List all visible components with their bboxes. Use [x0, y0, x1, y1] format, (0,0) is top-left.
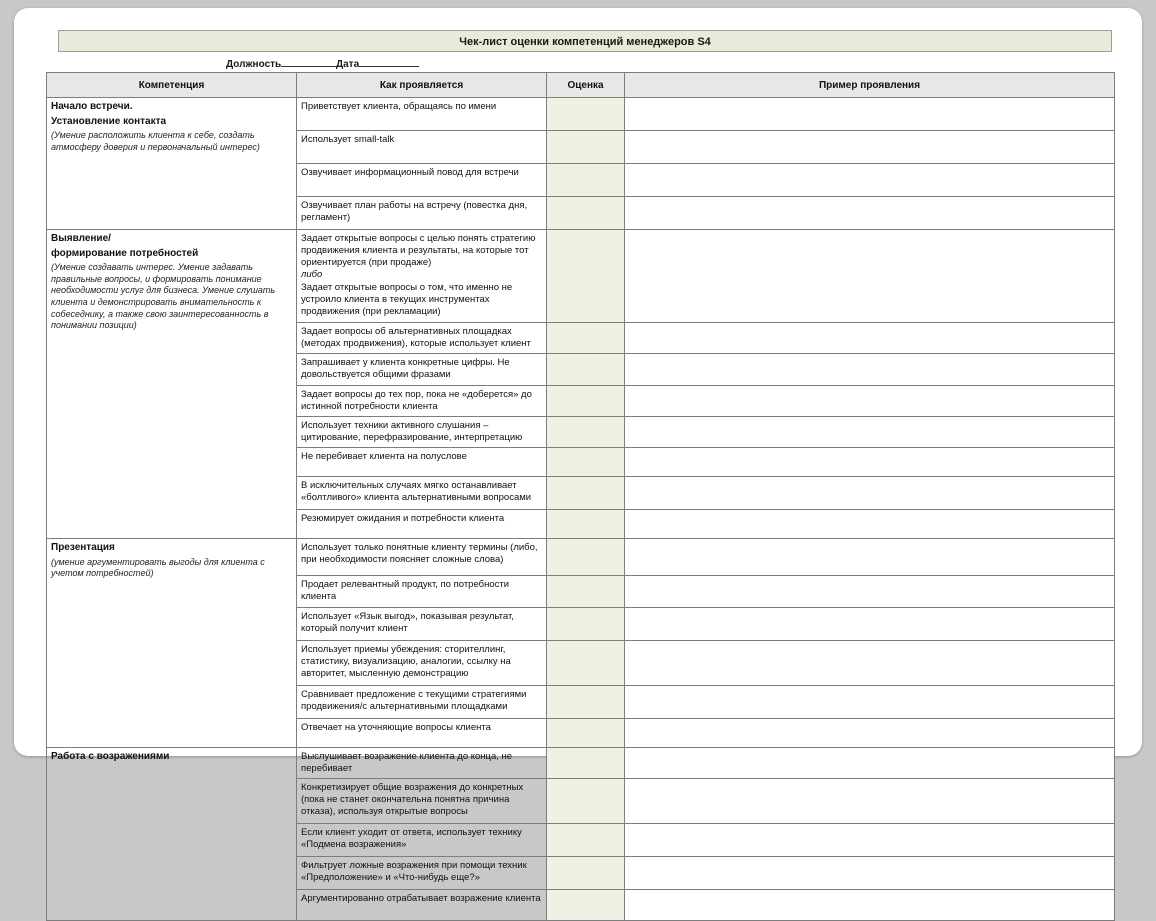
- behavior-cell: Запрашивает у клиента конкретные цифры. Не довольствуется общими фразами: [297, 354, 547, 385]
- competency-name-line2: формирование потребностей: [51, 247, 199, 259]
- behavior-cell: Резюмирует ожидания и потребности клиента: [297, 510, 547, 539]
- example-cell[interactable]: [625, 448, 1115, 477]
- document-sheet: [14, 8, 1142, 904]
- behavior-cell: Продает релевантный продукт, по потребности клиента: [297, 576, 547, 607]
- behavior-text-primary: Задает открытые вопросы с целью понять стратегию продвижения клиента и результаты, на которые тот ориентируется (при продаже): [301, 233, 536, 269]
- score-cell[interactable]: [547, 640, 625, 685]
- position-label: Должность: [226, 59, 282, 70]
- behavior-cell: Приветствует клиента, обращаясь по имени: [297, 98, 547, 131]
- behavior-cell: Озвучивает информационный повод для встречи: [297, 164, 547, 197]
- competency-description: (умение аргументировать выгоды для клиента с учетом потребностей): [51, 556, 265, 579]
- behavior-cell: Озвучивает план работы на встречу (повестка дня, регламент): [297, 197, 547, 230]
- example-cell[interactable]: [625, 164, 1115, 197]
- score-cell[interactable]: [547, 354, 625, 385]
- table-row: [47, 230, 1115, 323]
- table-row: [47, 98, 1115, 131]
- score-cell[interactable]: [547, 607, 625, 640]
- behavior-cell: Использует small-talk: [297, 131, 547, 164]
- table-row: [47, 747, 1115, 778]
- behavior-cell: Сравнивает предложение с текущими стратегиями продвижения/с альтернативными площадками: [297, 685, 547, 718]
- behavior-cell: Конкретизирует общие возражения до конкретных (пока не станет окончательна понятна причина отказа), используя открытые вопросы: [297, 778, 547, 823]
- example-cell[interactable]: [625, 230, 1115, 323]
- position-underline: [281, 56, 341, 67]
- example-cell[interactable]: [625, 354, 1115, 385]
- example-cell[interactable]: [625, 823, 1115, 856]
- score-cell[interactable]: [547, 197, 625, 230]
- competency-name-line2: Установление контакта: [51, 115, 167, 127]
- score-cell[interactable]: [547, 747, 625, 778]
- col-header-score: Оценка: [547, 73, 625, 98]
- score-cell[interactable]: [547, 510, 625, 539]
- example-cell[interactable]: [625, 856, 1115, 889]
- competency-cell: [47, 539, 297, 747]
- behavior-cell: [297, 230, 547, 323]
- score-cell[interactable]: [547, 856, 625, 889]
- behavior-cell: Использует только понятные клиенту термины (либо, при необходимости поясняет сложные слова): [297, 539, 547, 576]
- example-cell[interactable]: [625, 718, 1115, 747]
- example-cell[interactable]: [625, 131, 1115, 164]
- document-body: [46, 30, 1114, 921]
- behavior-cell: Если клиент уходит от ответа, использует технику «Подмена возражения»: [297, 823, 547, 856]
- col-header-how: Как проявляется: [297, 73, 547, 98]
- behavior-cell: Задает вопросы до тех пор, пока не «доберется» до истинной потребности клиента: [297, 385, 547, 416]
- example-cell[interactable]: [625, 416, 1115, 447]
- example-cell[interactable]: [625, 197, 1115, 230]
- example-cell[interactable]: [625, 510, 1115, 539]
- col-header-competency: Компетенция: [47, 73, 297, 98]
- score-cell[interactable]: [547, 131, 625, 164]
- example-cell[interactable]: [625, 385, 1115, 416]
- score-cell[interactable]: [547, 416, 625, 447]
- behavior-cell: Использует приемы убеждения: сторителлинг, статистику, визуализацию, аналогии, ссылку на авторитет, мысленную демонстрацию: [297, 640, 547, 685]
- competency-cell: [47, 747, 297, 920]
- example-cell[interactable]: [625, 539, 1115, 576]
- example-cell[interactable]: [625, 607, 1115, 640]
- example-cell[interactable]: [625, 778, 1115, 823]
- behavior-cell: Аргументированно отрабатывает возражение клиента: [297, 889, 547, 920]
- score-cell[interactable]: [547, 385, 625, 416]
- example-cell[interactable]: [625, 323, 1115, 354]
- score-cell[interactable]: [547, 477, 625, 510]
- score-cell[interactable]: [547, 718, 625, 747]
- score-cell[interactable]: [547, 98, 625, 131]
- example-cell[interactable]: [625, 747, 1115, 778]
- behavior-cell: Использует «Язык выгод», показывая результат, который получит клиент: [297, 607, 547, 640]
- competency-description: (Умение расположить клиента к себе, создать атмосферу доверия и первоначальный интерес): [51, 130, 260, 152]
- meta-row: [46, 52, 1114, 72]
- score-cell[interactable]: [547, 448, 625, 477]
- behavior-cell: Задает вопросы об альтернативных площадках (методах продвижения), которые использует клиент: [297, 323, 547, 354]
- behavior-cell: Не перебивает клиента на полуслове: [297, 448, 547, 477]
- example-cell[interactable]: [625, 576, 1115, 607]
- score-cell[interactable]: [547, 576, 625, 607]
- behavior-cell: Использует техники активного слушания – цитирование, перефразирование, интерпретацию: [297, 416, 547, 447]
- example-cell[interactable]: [625, 889, 1115, 920]
- table-row: [47, 539, 1115, 576]
- behavior-cell: В исключительных случаях мягко останавливает «болтливого» клиента альтернативными вопросами: [297, 477, 547, 510]
- example-cell[interactable]: [625, 685, 1115, 718]
- competency-name-line1: Начало встречи.: [51, 101, 133, 112]
- competency-cell: [47, 98, 297, 230]
- document-title: Чек-лист оценки компетенций менеджеров S4: [58, 30, 1112, 52]
- competency-description: (Умение создавать интерес. Умение задавать правильные вопросы, и формировать понимание необходимости услуг для бизнеса. Умение слушать клиента и демонстрировать внимательность к собеседнику, а также свою заинтересованность в понимании позиции): [51, 262, 276, 331]
- example-cell[interactable]: [625, 98, 1115, 131]
- score-cell[interactable]: [547, 778, 625, 823]
- score-cell[interactable]: [547, 230, 625, 323]
- col-header-example: Пример проявления: [625, 73, 1115, 98]
- score-cell[interactable]: [547, 323, 625, 354]
- score-cell[interactable]: [547, 164, 625, 197]
- competency-name-line1: Выявление/: [51, 233, 111, 244]
- score-cell[interactable]: [547, 539, 625, 576]
- competency-name-line1: Работа с возражениями: [51, 750, 170, 762]
- behavior-cell: Фильтрует ложные возражения при помощи техник «Предположение» и «Что-нибудь еще?»: [297, 856, 547, 889]
- behavior-text-secondary: Задает открытые вопросы о том, что именно не устроило клиента в текущих инструментах продвижения (при рекламации): [301, 281, 513, 317]
- score-cell[interactable]: [547, 889, 625, 920]
- score-cell[interactable]: [547, 685, 625, 718]
- table-header-row: [47, 73, 1115, 98]
- behavior-cell: Отвечает на уточняющие вопросы клиента: [297, 718, 547, 747]
- date-field[interactable]: [336, 56, 419, 70]
- date-label: Дата: [336, 59, 360, 70]
- date-underline: [359, 56, 419, 67]
- example-cell[interactable]: [625, 640, 1115, 685]
- checklist-table: [46, 72, 1115, 921]
- competency-cell: [47, 230, 297, 539]
- behavior-cell: Выслушивает возражение клиента до конца, не перебивает: [297, 747, 547, 778]
- behavior-text-alt: либо: [301, 269, 323, 281]
- position-field[interactable]: [226, 56, 341, 70]
- competency-name-line1: Презентация: [51, 542, 115, 554]
- example-cell[interactable]: [625, 477, 1115, 510]
- score-cell[interactable]: [547, 823, 625, 856]
